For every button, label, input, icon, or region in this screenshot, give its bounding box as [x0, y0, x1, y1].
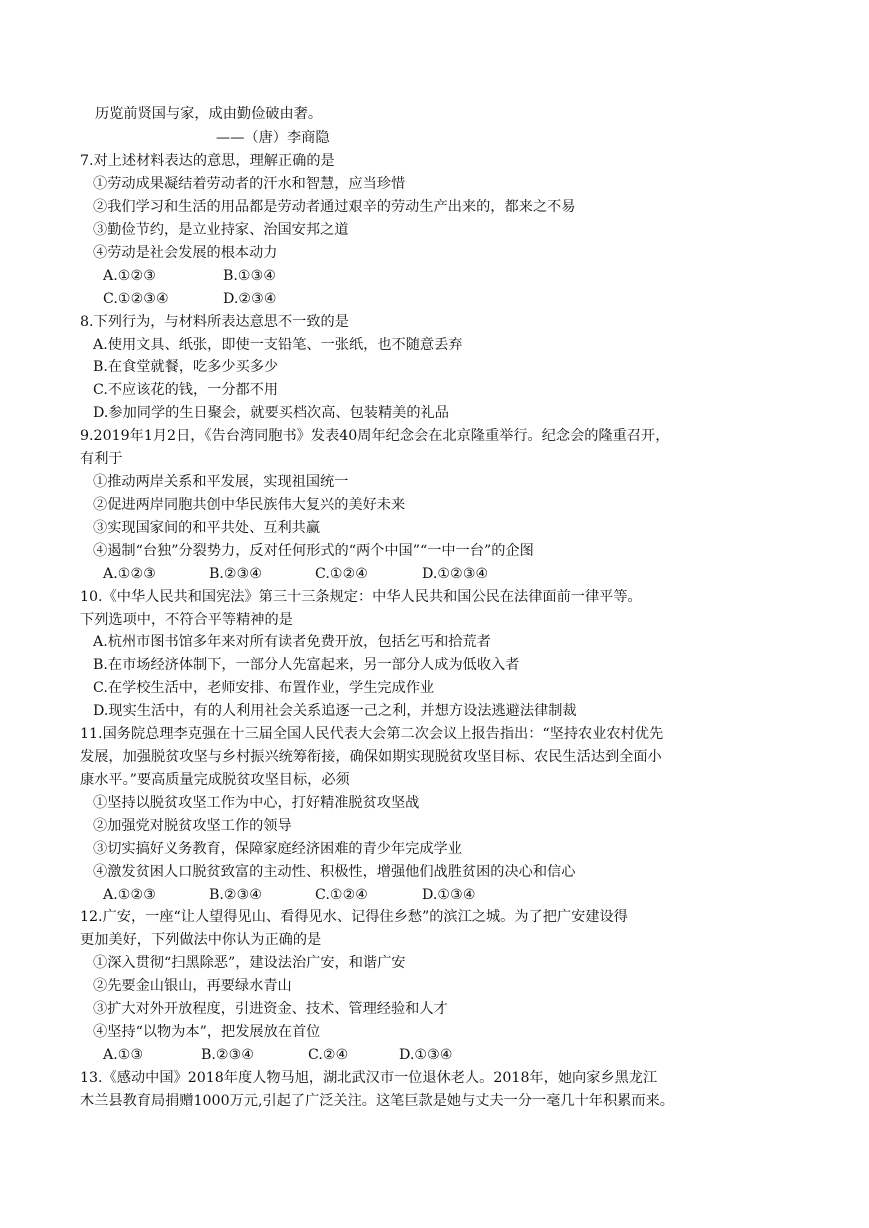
question-10-option: C.在学校生活中，老师安排、布置作业，学生完成作业	[93, 680, 435, 696]
question-7-choice-b: B.①③④	[223, 268, 277, 284]
question-7-choice-c: C.①②③④	[103, 291, 169, 307]
question-10-option: B.在市场经济体制下，一部分人先富起来，另一部分人成为低收入者	[93, 657, 520, 673]
question-10-option: A.杭州市图书馆多年来对所有读者免费开放，包括乞丐和拾荒者	[93, 634, 491, 650]
question-10-option: D.现实生活中，有的人利用社会关系追逐一己之利，并想方设法逃避法律制裁	[93, 703, 577, 719]
question-13-stem-cont: 木兰县教育局捐赠1000万元,引起了广泛关注。这笔巨款是她与丈夫一分一毫几十年积累而来。	[80, 1093, 674, 1109]
question-7-item: ②我们学习和生活的用品都是劳动者通过艰辛的劳动生产出来的，都来之不易	[93, 199, 576, 215]
question-11-stem-cont: 发展，加强脱贫攻坚与乡村振兴统筹衔接，确保如期实现脱贫攻坚目标、农民生活达到全面小	[80, 749, 662, 765]
question-9-choice-d: D.①②③④	[422, 566, 489, 582]
question-9-item: ②促进两岸同胞共创中华民族伟大复兴的美好未来	[93, 497, 406, 513]
question-8-option: A.使用文具、纸张，即使一支铅笔、一张纸，也不随意丢弃	[93, 337, 463, 353]
question-9-stem-cont: 有利于	[80, 451, 123, 467]
question-11-choice-d: D.①③④	[422, 887, 476, 903]
question-8-option: D.参加同学的生日聚会，就要买档次高、包装精美的礼品	[93, 405, 449, 421]
question-9-item: ④遏制“台独”分裂势力，反对任何形式的“两个中国”“一中一台”的企图	[93, 543, 534, 559]
question-11-item: ④激发贫困人口脱贫致富的主动性、积极性，增强他们战胜贫困的决心和信心	[93, 864, 576, 880]
question-12-item: ④坚持“以物为本”，把发展放在首位	[93, 1024, 321, 1040]
question-12-choice-c: C.②④	[308, 1047, 349, 1063]
question-9-item: ①推动两岸关系和平发展，实现祖国统一	[93, 474, 349, 490]
question-9-choice-c: C.①②④	[315, 566, 369, 582]
question-12-choice-b: B.②③④	[201, 1047, 255, 1063]
question-8-option: C.不应该花的钱，一分都不用	[93, 382, 279, 398]
question-12-item: ②先要金山银山，再要绿水青山	[93, 978, 292, 994]
question-7-stem: 7.对上述材料表达的意思，理解正确的是	[80, 153, 335, 169]
poem-attribution: ——（唐）李商隐	[216, 130, 330, 146]
question-9-choice-b: B.②③④	[209, 566, 263, 582]
question-11-stem-cont: 康水平。”要高质量完成脱贫攻坚目标，必须	[80, 772, 350, 788]
question-12-choice-a: A.①③	[103, 1047, 144, 1063]
question-11-choice-a: A.①②③	[103, 887, 156, 903]
question-7-item: ①劳动成果凝结着劳动者的汗水和智慧，应当珍惜	[93, 176, 406, 192]
question-8-option: B.在食堂就餐，吃多少买多少	[93, 359, 279, 375]
question-7-item: ③勤俭节约，是立业持家、治国安邦之道	[93, 222, 349, 238]
question-8-stem: 8.下列行为，与材料所表达意思不一致的是	[80, 314, 349, 330]
question-10-stem: 10.《中华人民共和国宪法》第三十三条规定：中华人民共和国公民在法律面前一律平等。	[80, 589, 642, 605]
question-11-stem: 11.国务院总理李克强在十三届全国人民代表大会第二次会议上报告指出：“坚持农业农村优先	[80, 726, 664, 742]
question-11-item: ①坚持以脱贫攻坚工作为中心，打好精准脱贫攻坚战	[93, 795, 420, 811]
question-7-choice-d: D.②③④	[223, 291, 277, 307]
question-9-item: ③实现国家间的和平共处、互利共赢	[93, 520, 321, 536]
question-11-item: ③切实搞好义务教育，保障家庭经济困难的青少年完成学业	[93, 841, 462, 857]
question-12-stem-cont: 更加美好，下列做法中你认为正确的是	[80, 932, 322, 948]
question-11-item: ②加强党对脱贫攻坚工作的领导	[93, 818, 292, 834]
question-7-choice-a: A.①②③	[103, 268, 156, 284]
poem-line: 历览前贤国与家，成由勤俭破由奢。	[95, 106, 323, 122]
question-9-choice-a: A.①②③	[103, 566, 156, 582]
question-11-choice-b: B.②③④	[209, 887, 263, 903]
question-9-stem: 9.2019年1月2日，《告台湾同胞书》发表40周年纪念会在北京隆重举行。纪念会的隆重召开，	[80, 428, 670, 444]
question-13-stem: 13.《感动中国》2018年度人物马旭，湖北武汉市一位退休老人。2018年，她向家乡黑龙江	[80, 1070, 658, 1086]
question-12-item: ①深入贯彻“扫黑除恶”，建设法治广安，和谐广安	[93, 955, 406, 971]
question-12-choice-d: D.①③④	[399, 1047, 453, 1063]
question-12-item: ③扩大对外开放程度，引进资金、技术、管理经验和人才	[93, 1001, 448, 1017]
question-10-stem-cont: 下列选项中，不符合平等精神的是	[80, 612, 293, 628]
question-12-stem: 12.广安，一座“让人望得见山、看得见水、记得住乡愁”的滨江之城。为了把广安建设得	[80, 909, 628, 925]
question-7-item: ④劳动是社会发展的根本动力	[93, 245, 278, 261]
question-11-choice-c: C.①②④	[315, 887, 369, 903]
